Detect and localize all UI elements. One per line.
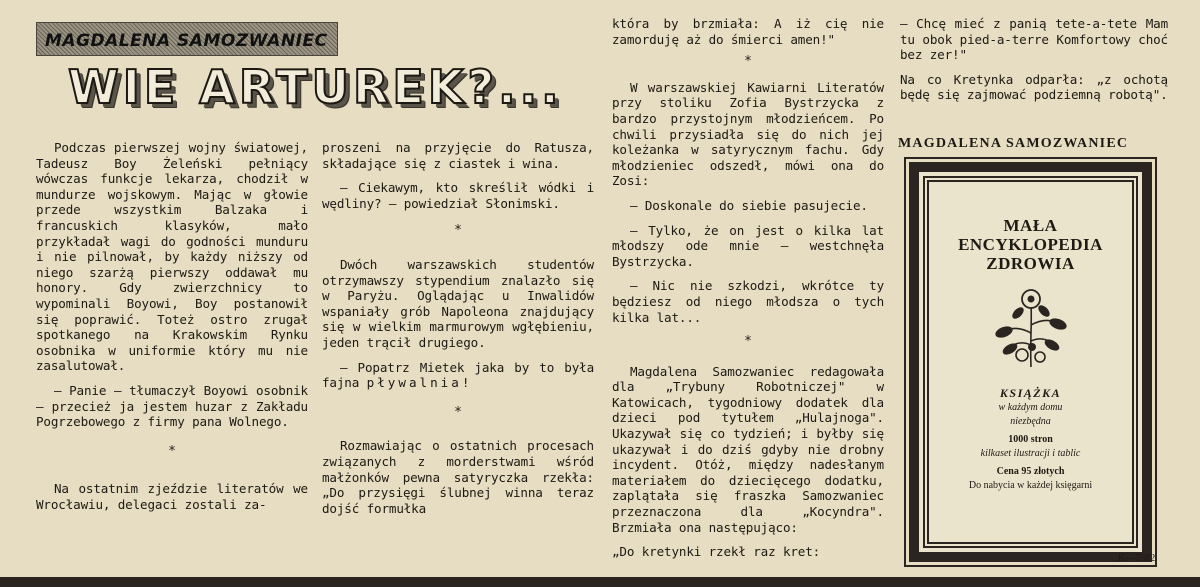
ad-line: kilkaset ilustracji i tablic bbox=[980, 448, 1081, 459]
paragraph bbox=[322, 360, 594, 391]
paragraph: — Nic nie szkodzi, wkrótce ty będziesz od niego młodsza o tych kilka lat... bbox=[612, 278, 884, 325]
poem-lines: — Chcę mieć z panią tete-a-tete Mam tu obok pied-a-terre Komfortowy choć bez zer!" bbox=[900, 16, 1168, 63]
column-1 bbox=[36, 140, 308, 521]
ad-title-line: MAŁA bbox=[1003, 216, 1058, 235]
paragraph: — Doskonale do siebie pasujecie. bbox=[630, 197, 868, 213]
paragraph-text: — Popatrz Mietek jaka by to była fajna bbox=[322, 359, 594, 391]
author-label-band bbox=[36, 22, 338, 56]
column-3 bbox=[612, 16, 884, 569]
paragraph: Na ostatnim zjeździe literatów we Wrocławiu, delegaci zostali za- bbox=[36, 481, 308, 512]
byline: MAGDALENA SAMOZWANIEC bbox=[898, 136, 1129, 151]
advertisement-inner-frame bbox=[923, 176, 1138, 548]
headline: WIE ARTUREK?... bbox=[68, 60, 563, 114]
author-label: MAGDALENA SAMOZWANIEC bbox=[45, 31, 328, 51]
paragraph: — Tylko, że on jest o kilka lat młodszy ode mnie — westchnęła Bystrzycka. bbox=[612, 222, 884, 269]
paragraph: Dwóch warszawskich studentów otrzymawszy stypendium znalazło się w Paryżu. Oglądając u Inwalidów wspaniały grób Napoleona znajdujący się w wielkim marmurowym wgłębieniu, jeden trącił drugiego. bbox=[322, 256, 594, 350]
ad-line: w każdym domu bbox=[998, 402, 1063, 413]
paragraph: — Panie — tłumaczył Boyowi osobnik — przecież ja jestem huzar z Zakładu Pogrzebowego z firmy pana Wolnego. bbox=[36, 382, 308, 430]
ad-title-line: ENCYKLOPEDIA bbox=[958, 235, 1103, 254]
ad-heading: KSIĄŻKA bbox=[999, 386, 1062, 400]
section-separator: * bbox=[744, 334, 752, 350]
paragraph: Na co Kretynka odparła: „z ochotą będę się zajmować podziemną robotą". bbox=[900, 71, 1168, 103]
ad-title-line: ZDROWIA bbox=[986, 254, 1075, 273]
section-separator: * bbox=[168, 443, 176, 459]
column-4 bbox=[900, 16, 1168, 112]
column-2 bbox=[322, 140, 594, 525]
flower-illustration-icon bbox=[992, 283, 1070, 369]
print-code: K—7582 bbox=[1118, 553, 1156, 564]
section-separator: * bbox=[744, 54, 752, 70]
ad-title bbox=[929, 216, 1132, 273]
ad-line: niezbędna bbox=[1010, 416, 1051, 427]
bottom-rule bbox=[0, 577, 1200, 587]
paragraph: Magdalena Samozwaniec redagowała dla „Trybuny Robotniczej" w Katowicach, tygodniowy dodatek dla dzieci pod tytułem „Hulajnoga". Ukazywał się co tydzień; i byłby się ukazywał i do dziś gdyby nie drobny incydent. Otóż, między nadesłanym materiałem do dziecięcego dodatku, zaplątała się fraszka Samozwaniec przeznaczona dla „Kocyndra". Brzmiała ona następująco: bbox=[612, 363, 884, 535]
paragraph: Rozmawiając o ostatnich procesach związanych z morderstwami wśród małżonków pewna satyryczka rzekła: „Do przysięgi ślubnej winna teraz dojść formułka bbox=[322, 438, 594, 516]
section-separator: * bbox=[454, 404, 462, 420]
advertisement-box bbox=[909, 162, 1152, 562]
ad-price: Cena 95 złotych bbox=[996, 466, 1065, 477]
ad-availability: Do nabycia w każdej księgarni bbox=[968, 480, 1093, 491]
ad-pages: 1000 stron bbox=[1008, 434, 1053, 445]
spaced-word: pływalnia! bbox=[366, 375, 473, 391]
paragraph: W warszawskiej Kawiarni Literatów przy stoliku Zofia Bystrzycka z bardzo przystojnym młodzieńcem. Po chwili przysiadła się do nich jej koleżanka w satyrycznym fachu. Gdy młodzieniec odszedł, mówi ona do Zosi: bbox=[612, 79, 884, 189]
paragraph: proszeni na przyjęcie do Ratusza, składające się z ciastek i wina. bbox=[322, 140, 594, 171]
paragraph: „Do kretynki rzekł raz kret: bbox=[612, 544, 821, 560]
paragraph: która by brzmiała: A iż cię nie zamorduję aż do śmierci amen!" bbox=[612, 16, 884, 47]
paragraph: Podczas pierwszej wojny światowej, Tadeusz Boy Żeleński pełniący wówczas funkcje lekarza, chodził w mundurze wojskowym. Mając w głowie przede wszystkim Balzaka i francuskich klasyków, mało przykładał wagi do godności munduru i nie pilnował, by każdy niższy od niego szarżą pierwszy oddawał mu honory. Gdy zwierzchnicy to wypominali Boyowi, Boy postanowił się poprawić. Toteż ostro zrugał spotkanego na Krakowskim Rynku osobnika w uniformie który mu nie zasalutował. bbox=[36, 140, 308, 374]
paragraph: — Ciekawym, kto skreślił wódki i wędliny? — powiedział Słonimski. bbox=[322, 180, 594, 211]
section-separator: * bbox=[454, 223, 462, 239]
